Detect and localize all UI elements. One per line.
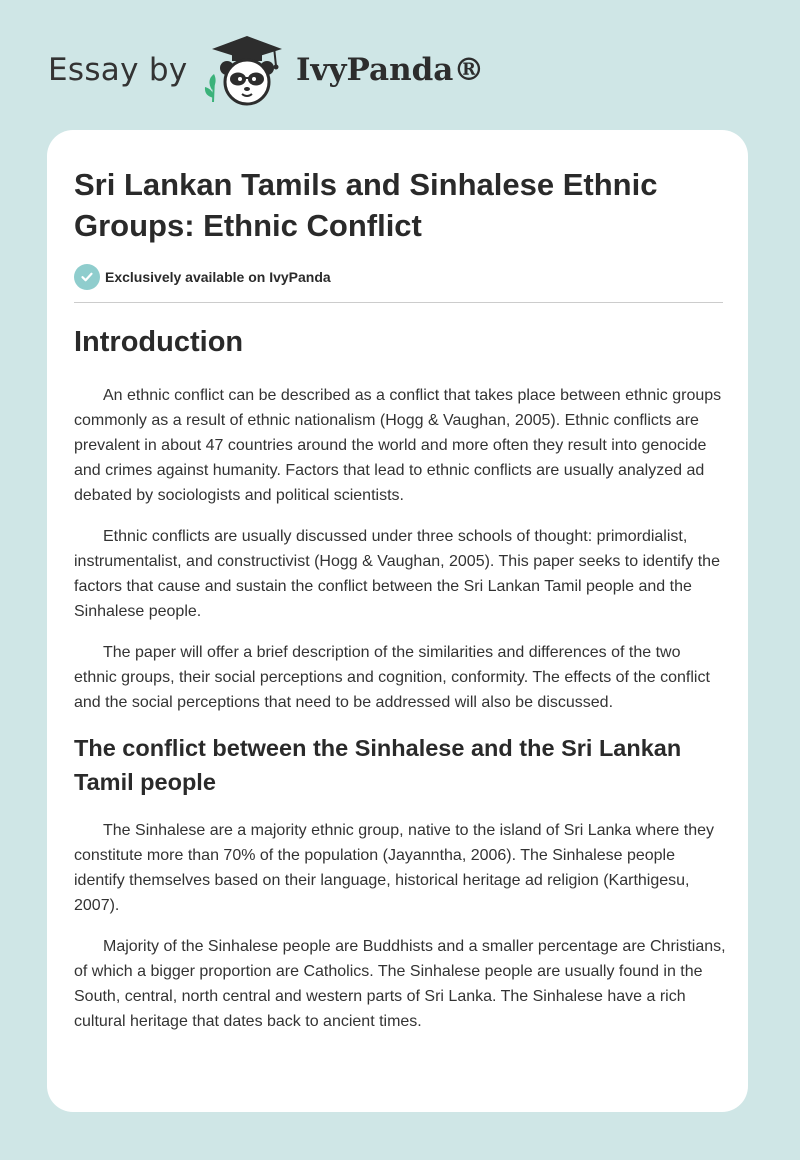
paragraph: Ethnic conflicts are usually discussed under three schools of thought: primordialist, instrumentalist, and constructivist (Hogg & Vaughan, 2005). This paper seeks to identify the factors that cause and sustain the conflict between the Sri Lankan Tamil people and the Sinhalese people. — [74, 528, 720, 620]
section-heading-introduction: Introduction — [74, 326, 244, 358]
exclusive-badge — [74, 264, 331, 290]
paragraph: The Sinhalese are a majority ethnic group, native to the island of Sri Lanka where they constitute more than 70% of the population (Jayanntha, 2006). The Sinhalese people identify themselves based on their language, historical heritage ad religion (Karthigesu, 2007). — [74, 822, 715, 914]
check-icon — [74, 264, 100, 290]
paragraph: An ethnic conflict can be described as a conflict that takes place between ethnic groups commonly as a result of ethnic nationalism (Hogg & Vaughan, 2005). Ethnic conflicts are prevalent in about 47 countries around the world and more often they result into genocide and crimes against humanity. Factors that lead to ethnic conflicts are usually analyzed ad debated by sociologists and political scientists. — [74, 387, 722, 504]
paragraph: The paper will offer a brief description of the similarities and differences of the two ethnic groups, their social perceptions and cognition, conformity. The effects of the conflict and the social perceptions that need to be addressed will also be discussed. — [74, 644, 710, 711]
paragraph: Majority of the Sinhalese people are Buddhists and a smaller percentage are Christians, of which a bigger proportion are Catholics. The Sinhalese people are usually found in the South, central, north central and western parts of Sri Lanka. The Sinhalese have a rich cultural heritage that dates back to ancient times. — [74, 938, 726, 1030]
badge-text: Exclusively available on IvyPanda — [105, 269, 331, 285]
title-divider — [74, 302, 723, 303]
brand-prefix: Essay by — [48, 52, 188, 88]
brand-name: IvyPanda® — [296, 52, 485, 88]
article-card — [47, 130, 748, 1112]
section-heading-conflict: The conflict between the Sinhalese and the Sri Lankan Tamil people — [74, 735, 682, 795]
panda-logo-icon — [202, 32, 292, 108]
brand-header[interactable] — [48, 30, 508, 110]
article-title: Sri Lankan Tamils and Sinhalese Ethnic Groups: Ethnic Conflict — [74, 167, 658, 243]
article-body — [74, 322, 726, 1050]
